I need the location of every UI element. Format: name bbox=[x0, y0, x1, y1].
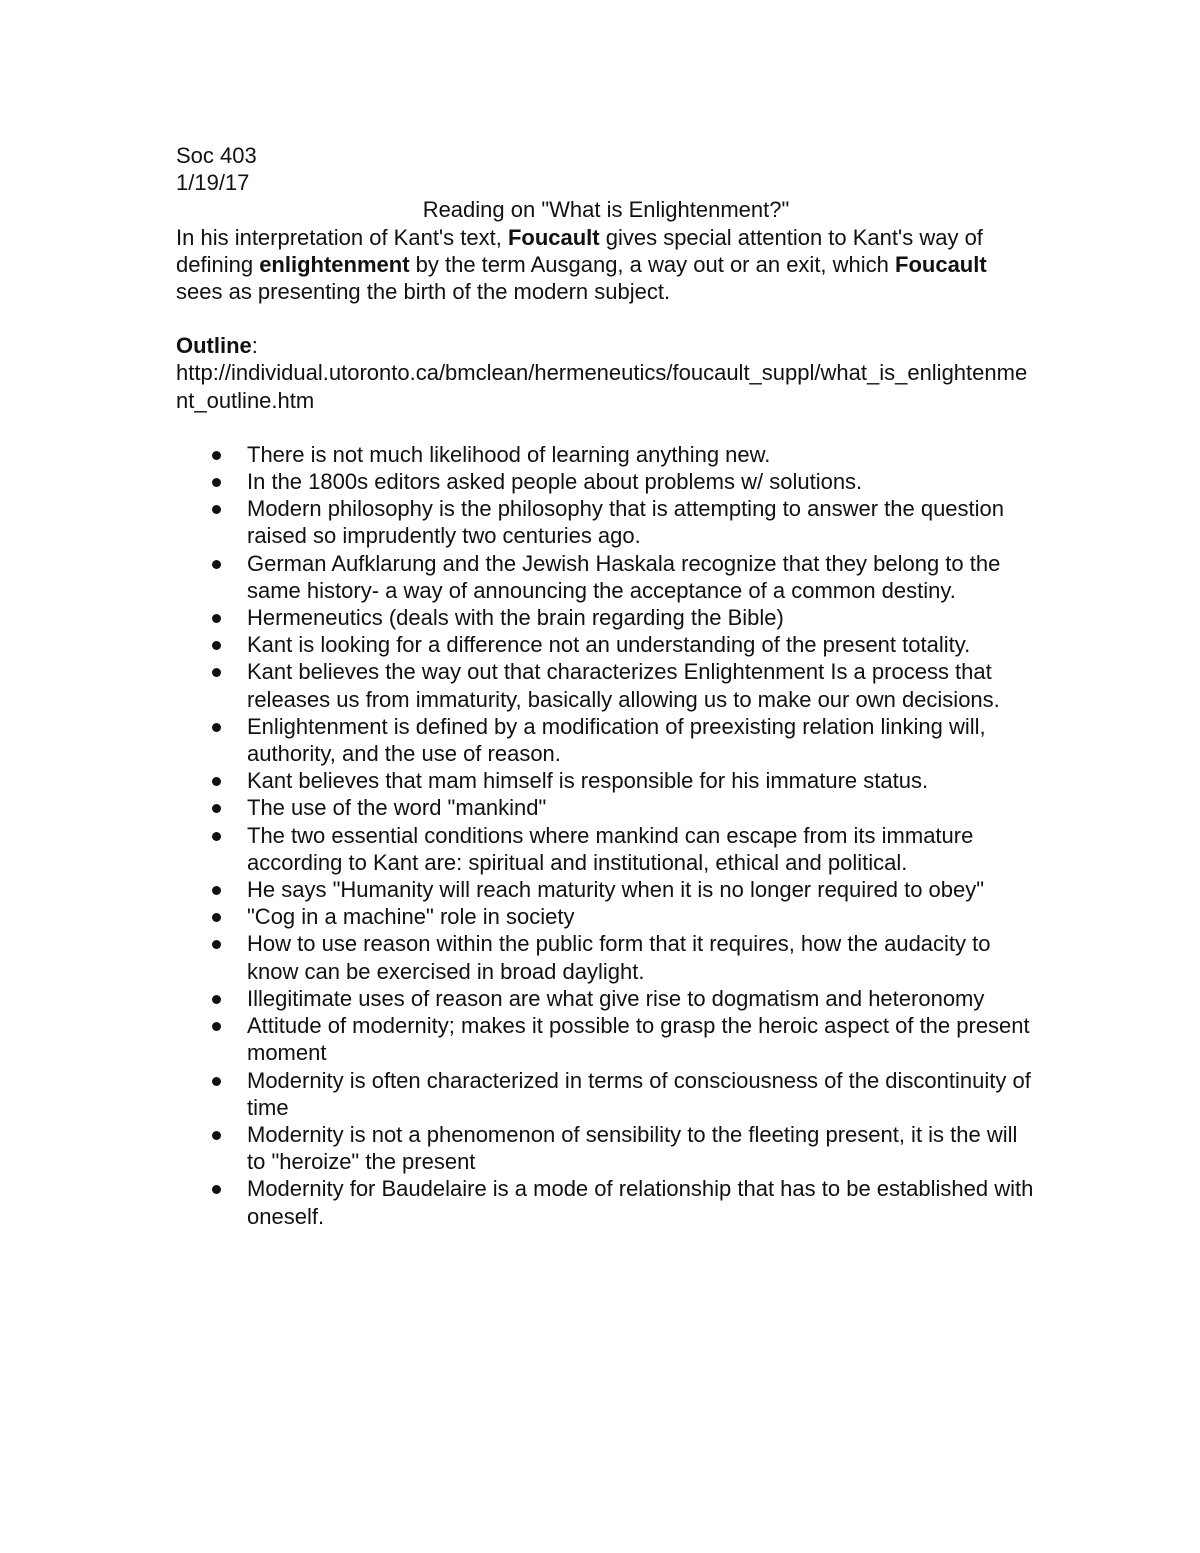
bullet-item bbox=[176, 550, 1036, 604]
bullet-text: Attitude of modernity; makes it possible to grasp the heroic aspect of the present moment bbox=[247, 1013, 1030, 1066]
bullet-text: The use of the word "mankind" bbox=[247, 795, 547, 821]
bullet-text: Kant is looking for a difference not an understanding of the present totality. bbox=[247, 632, 971, 658]
bullet-dot-icon bbox=[212, 1022, 221, 1031]
bullet-item bbox=[176, 903, 1036, 930]
bullet-item bbox=[176, 876, 1036, 903]
bullet-text: In the 1800s editors asked people about problems w/ solutions. bbox=[247, 469, 863, 495]
bullet-text: Kant believes the way out that characterizes Enlightenment Is a process that releases us from immaturity, basically allowing us to make our own decisions. bbox=[247, 659, 1000, 712]
bullet-text: German Aufklarung and the Jewish Haskala recognize that they belong to the same history- a way of announcing the acceptance of a common destiny. bbox=[247, 550, 1001, 603]
bullet-item bbox=[176, 985, 1036, 1012]
bullet-text: Modernity for Baudelaire is a mode of relationship that has to be established with oneself. bbox=[247, 1176, 1034, 1229]
bullet-dot-icon bbox=[212, 832, 221, 841]
bullet-dot-icon bbox=[212, 478, 221, 487]
intro-bold-enlightenment: enlightenment bbox=[259, 251, 410, 277]
bullet-dot-icon bbox=[212, 804, 221, 813]
intro-text: by the term Ausgang, a way out or an exit, which bbox=[409, 251, 896, 277]
bullet-dot-icon bbox=[212, 1185, 221, 1194]
bullet-item bbox=[176, 930, 1036, 984]
bullet-list bbox=[176, 441, 1036, 1230]
intro-paragraph bbox=[176, 224, 1036, 306]
intro-text: gives special attention to Kant's way of defining bbox=[176, 224, 983, 277]
bullet-item bbox=[176, 713, 1036, 767]
bullet-text: Modernity is often characterized in terms of consciousness of the discontinuity of time bbox=[247, 1067, 1031, 1120]
bullet-item bbox=[176, 1012, 1036, 1066]
bullet-dot-icon bbox=[212, 451, 221, 460]
bullet-item bbox=[176, 604, 1036, 631]
bullet-text: Illegitimate uses of reason are what give rise to dogmatism and heteronomy bbox=[247, 985, 985, 1011]
bullet-dot-icon bbox=[212, 668, 221, 677]
bullet-item bbox=[176, 1175, 1036, 1229]
bullet-item bbox=[176, 495, 1036, 549]
bullet-dot-icon bbox=[212, 913, 221, 922]
bullet-dot-icon bbox=[212, 777, 221, 786]
bullet-item bbox=[176, 794, 1036, 821]
bullet-dot-icon bbox=[212, 614, 221, 623]
bullet-text: "Cog in a machine" role in society bbox=[247, 904, 575, 930]
bullet-item bbox=[176, 658, 1036, 712]
outline-url: http://individual.utoronto.ca/bmclean/hermeneutics/foucault_suppl/what_is_enlightenment_outline.htm bbox=[176, 360, 1028, 413]
bullet-item bbox=[176, 1121, 1036, 1175]
intro-bold-foucault: Foucault bbox=[895, 251, 987, 277]
bullet-item bbox=[176, 631, 1036, 658]
bullet-item bbox=[176, 1067, 1036, 1121]
intro-bold-foucault: Foucault bbox=[507, 224, 600, 250]
bullet-dot-icon bbox=[212, 886, 221, 895]
bullet-dot-icon bbox=[212, 641, 221, 650]
date: 1/19/17 bbox=[176, 170, 250, 196]
intro-text: In his interpretation of Kant's text, bbox=[176, 224, 508, 250]
bullet-dot-icon bbox=[212, 940, 221, 949]
outline-heading bbox=[176, 332, 1036, 359]
bullet-text: He says "Humanity will reach maturity when it is no longer required to obey" bbox=[247, 877, 985, 903]
bullet-text: Modern philosophy is the philosophy that is attempting to answer the question raised so imprudently two centuries ago. bbox=[247, 496, 1005, 549]
bullet-dot-icon bbox=[212, 1131, 221, 1140]
bullet-item bbox=[176, 468, 1036, 495]
bullet-dot-icon bbox=[212, 1077, 221, 1086]
bullet-item bbox=[176, 822, 1036, 876]
document-body bbox=[176, 142, 1036, 1230]
bullet-item bbox=[176, 767, 1036, 794]
bullet-text: The two essential conditions where mankind can escape from its immature according to Kant are: spiritual and institutional, ethical and political. bbox=[247, 822, 974, 875]
intro-text: sees as presenting the birth of the modern subject. bbox=[176, 279, 671, 305]
blank-line bbox=[176, 305, 1036, 332]
bullet-text: How to use reason within the public form that it requires, how the audacity to know can be exercised in broad daylight. bbox=[247, 931, 991, 984]
bullet-text: Kant believes that mam himself is responsible for his immature status. bbox=[247, 768, 929, 794]
bullet-text: There is not much likelihood of learning anything new. bbox=[247, 441, 771, 467]
bullet-item bbox=[176, 441, 1036, 468]
outline-label: Outline bbox=[176, 333, 252, 359]
bullet-text: Modernity is not a phenomenon of sensibility to the fleeting present, it is the will to "heroize" the present bbox=[247, 1121, 1018, 1175]
bullet-text: Enlightenment is defined by a modification of preexisting relation linking will, authority, and the use of reason. bbox=[247, 713, 986, 767]
bullet-dot-icon bbox=[212, 723, 221, 732]
bullet-dot-icon bbox=[212, 995, 221, 1004]
bullet-dot-icon bbox=[212, 505, 221, 514]
bullet-text: Hermeneutics (deals with the brain regarding the Bible) bbox=[247, 605, 784, 631]
course-name: Soc 403 bbox=[176, 143, 257, 168]
bullet-dot-icon bbox=[212, 560, 221, 569]
outline-colon: : bbox=[251, 333, 258, 359]
document-title: Reading on "What is Enlightenment?" bbox=[422, 197, 790, 223]
